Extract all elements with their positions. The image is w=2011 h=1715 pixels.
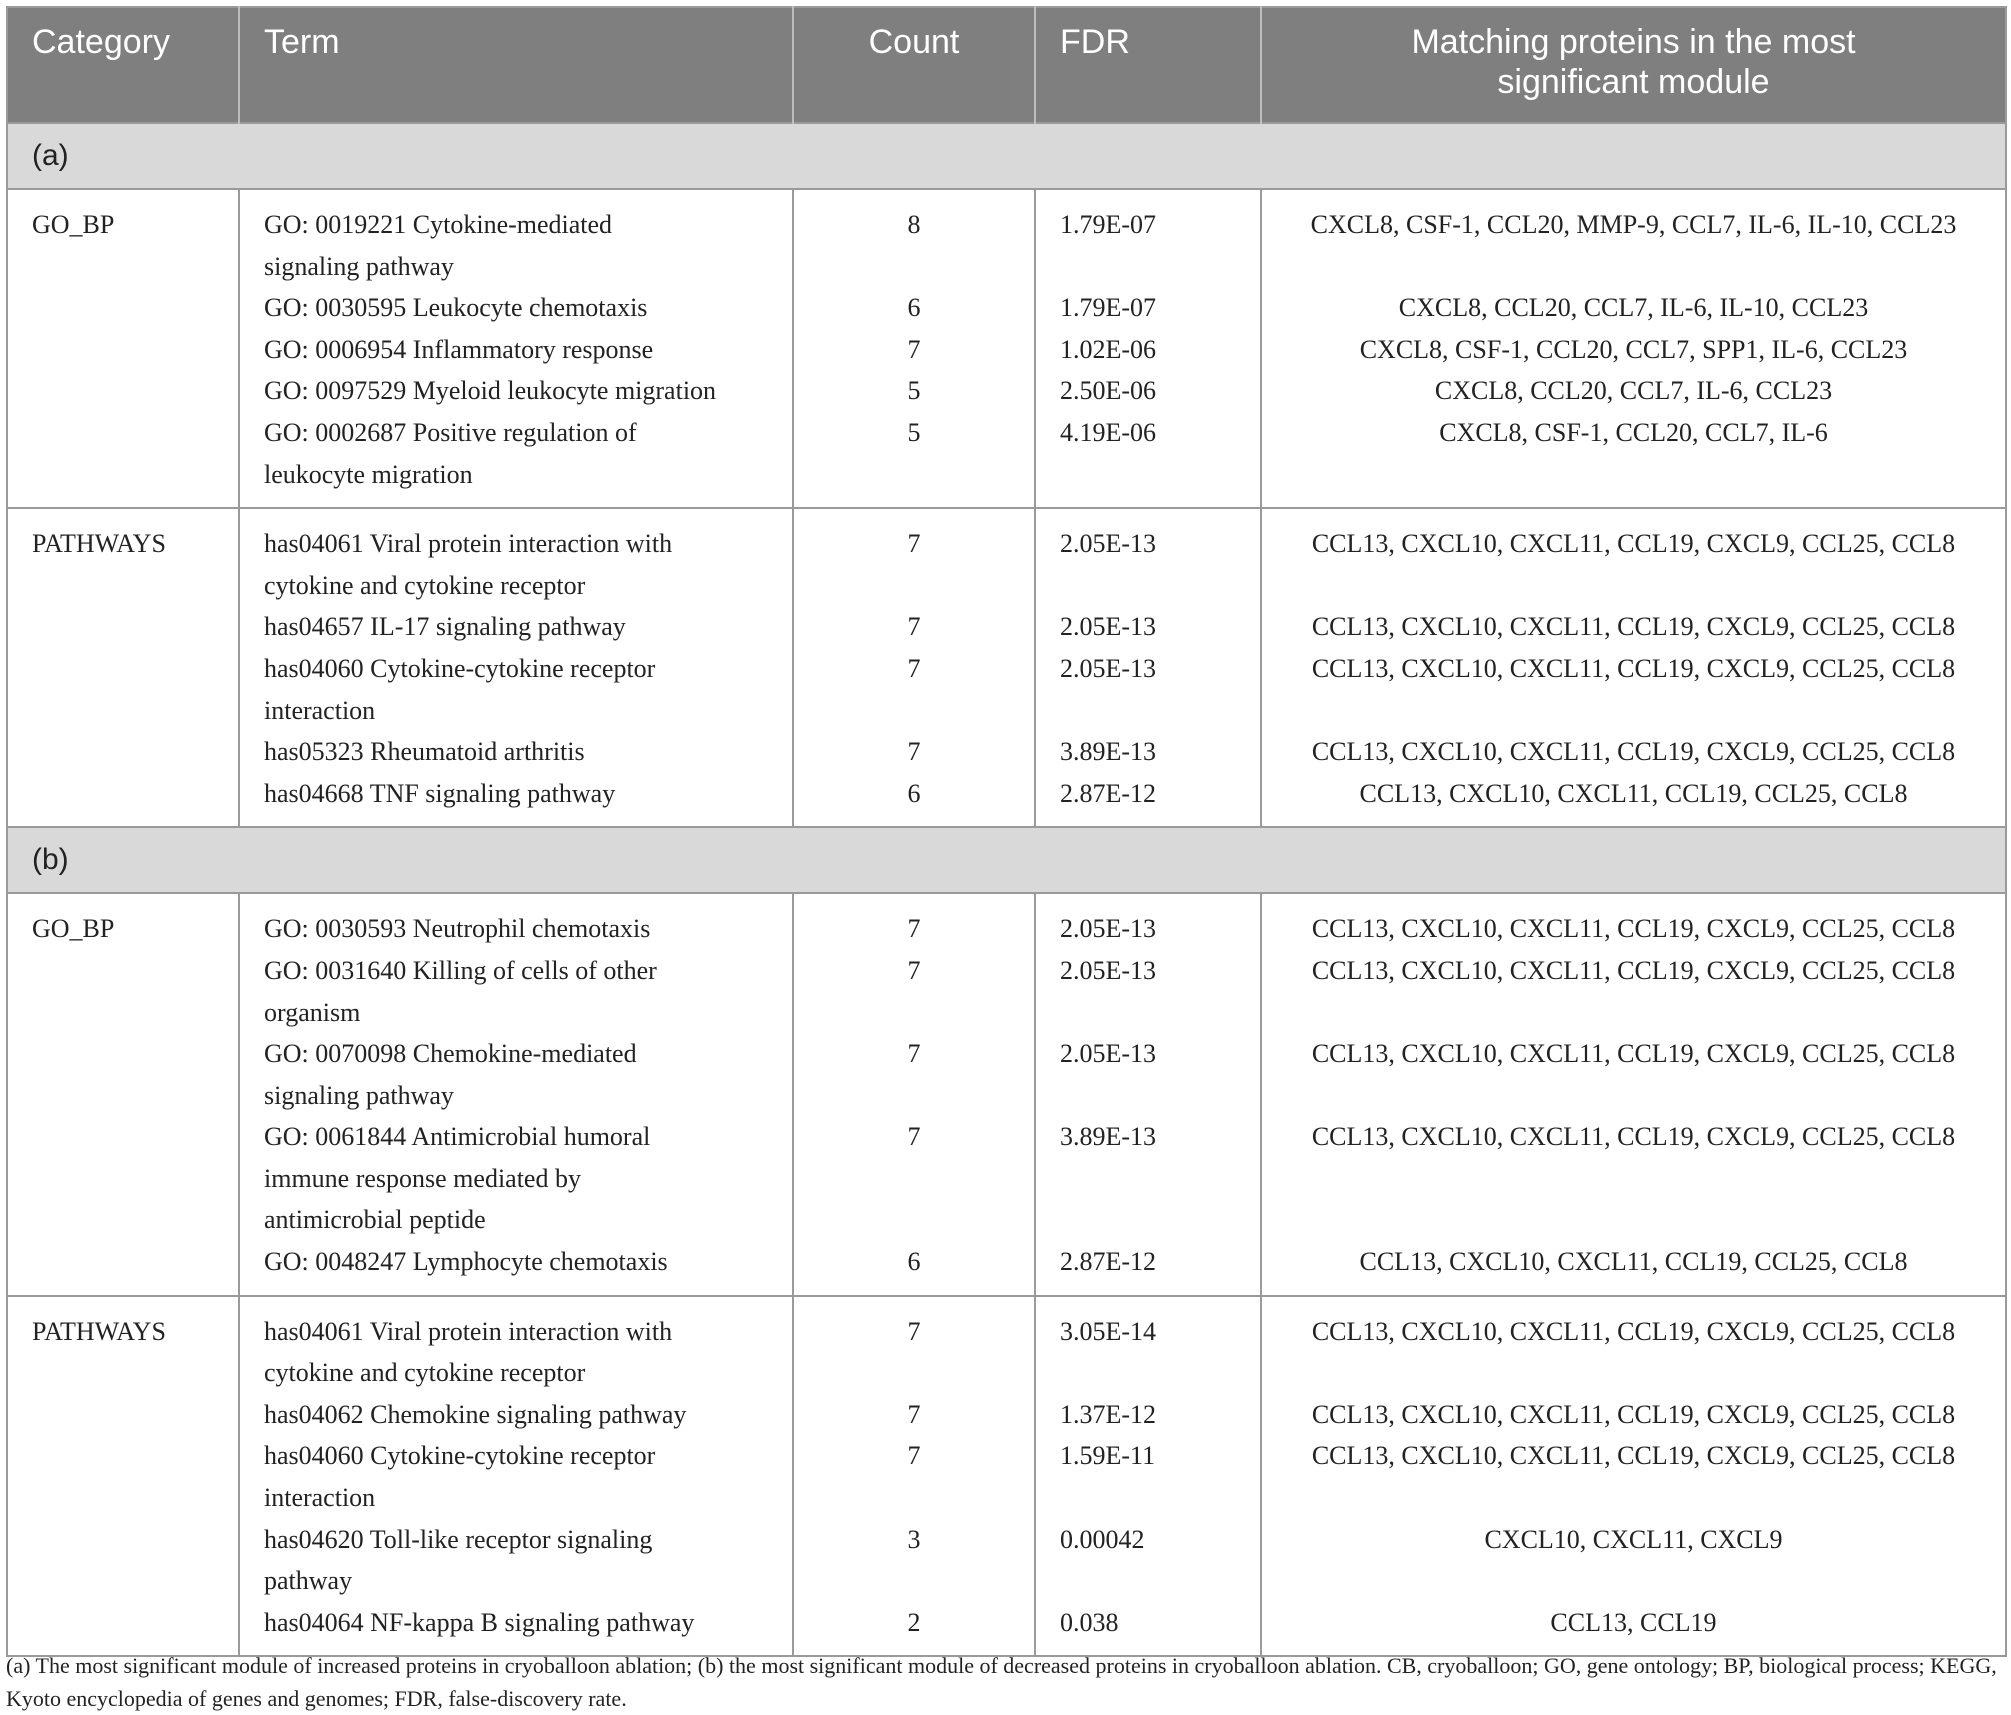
count-value: 7 bbox=[907, 955, 921, 985]
term-line: has04062 Chemokine signaling pathway bbox=[264, 1399, 687, 1429]
term-line: has04668 TNF signaling pathway bbox=[264, 778, 616, 808]
term-cell bbox=[239, 508, 793, 827]
category-cell: GO_BP bbox=[32, 210, 115, 239]
header-proteins bbox=[1261, 7, 2006, 123]
fdr-cell bbox=[1035, 1296, 1261, 1657]
table-row bbox=[7, 189, 2006, 508]
proteins-value: CCL13, CXCL10, CXCL11, CCL19, CXCL9, CCL25, CCL8 bbox=[1311, 1441, 1956, 1471]
fdr-value: 1.37E-12 bbox=[1060, 1399, 1157, 1429]
proteins-value: CXCL8, CSF-1, CCL20, MMP-9, CCL7, IL-6, IL-10, CCL23 bbox=[1310, 210, 1957, 239]
section-label: (b) bbox=[7, 827, 2006, 893]
category-cell: PATHWAYS bbox=[7, 1296, 239, 1657]
count-value: 7 bbox=[907, 1441, 921, 1471]
count-value: 5 bbox=[907, 376, 921, 406]
term-cell bbox=[239, 1296, 793, 1657]
count-value: 7 bbox=[907, 529, 921, 559]
proteins-value: CCL13, CXCL10, CXCL11, CCL19, CXCL9, CCL25, CCL8 bbox=[1311, 1399, 1956, 1429]
proteins-value: CCL13, CXCL10, CXCL11, CCL19, CCL25, CCL8 bbox=[1359, 778, 1908, 808]
term-line: GO: 0097529 Myeloid leukocyte migration bbox=[264, 376, 717, 406]
enrichment-table bbox=[6, 6, 2007, 1657]
fdr-value: 1.59E-11 bbox=[1060, 1441, 1156, 1471]
count-value: 7 bbox=[907, 737, 921, 767]
fdr-cell bbox=[1035, 189, 1261, 508]
count-value: 6 bbox=[907, 1247, 921, 1277]
table-row bbox=[7, 1296, 2006, 1657]
term-line: GO: 0070098 Chemokine-mediated bbox=[264, 1039, 637, 1069]
term-line: has04061 Viral protein interaction with bbox=[264, 1316, 673, 1346]
term-line: cytokine and cytokine receptor bbox=[264, 1358, 586, 1388]
term-line: GO: 0002687 Positive regulation of bbox=[264, 417, 637, 447]
count-value: 7 bbox=[907, 1122, 921, 1152]
proteins-value: CXCL8, CSF-1, CCL20, CCL7, SPP1, IL-6, CCL23 bbox=[1359, 334, 1908, 364]
term-line: organism bbox=[264, 997, 361, 1027]
header-proteins-line1: Matching proteins in the most bbox=[1411, 23, 1856, 61]
table-body bbox=[7, 123, 2006, 1656]
proteins-cell bbox=[1261, 893, 2006, 1295]
fdr-value: 2.05E-13 bbox=[1060, 955, 1157, 985]
fdr-value: 2.87E-12 bbox=[1060, 778, 1157, 808]
header-fdr: FDR bbox=[1035, 7, 1261, 123]
proteins-value: CXCL8, CCL20, CCL7, IL-6, CCL23 bbox=[1434, 376, 1833, 406]
proteins-value: CCL13, CXCL10, CXCL11, CCL19, CXCL9, CCL25, CCL8 bbox=[1311, 1122, 1956, 1152]
term-line: has04060 Cytokine-cytokine receptor bbox=[264, 653, 656, 683]
table-row bbox=[7, 508, 2006, 827]
count-value: 7 bbox=[907, 914, 921, 944]
term-line: has04060 Cytokine-cytokine receptor bbox=[264, 1441, 656, 1471]
fdr-value: 4.19E-06 bbox=[1060, 417, 1157, 447]
header-proteins-line2: significant module bbox=[1497, 63, 1770, 101]
term-line: immune response mediated by bbox=[264, 1163, 581, 1193]
term-line: GO: 0019221 Cytokine-mediated bbox=[264, 210, 613, 239]
proteins-cell bbox=[1261, 189, 2006, 508]
term-line: pathway bbox=[264, 1566, 353, 1596]
fdr-value: 1.79E-07 bbox=[1060, 210, 1157, 239]
proteins-value: CCL13, CXCL10, CXCL11, CCL19, CXCL9, CCL25, CCL8 bbox=[1311, 955, 1956, 985]
proteins-value: CCL13, CXCL10, CXCL11, CCL19, CXCL9, CCL25, CCL8 bbox=[1311, 653, 1956, 683]
term-line: GO: 0030593 Neutrophil chemotaxis bbox=[264, 914, 651, 944]
proteins-cell bbox=[1261, 1296, 2006, 1657]
count-value: 7 bbox=[907, 1316, 921, 1346]
term-line: GO: 0006954 Inflammatory response bbox=[264, 334, 654, 364]
fdr-value: 0.00042 bbox=[1060, 1524, 1145, 1554]
count-cell bbox=[793, 893, 1035, 1295]
proteins-value: CXCL8, CCL20, CCL7, IL-6, IL-10, CCL23 bbox=[1398, 293, 1869, 323]
category-cell: GO_BP bbox=[32, 914, 115, 944]
count-cell bbox=[793, 508, 1035, 827]
proteins-value: CCL13, CXCL10, CXCL11, CCL19, CCL25, CCL8 bbox=[1359, 1247, 1908, 1277]
proteins-value: CCL13, CXCL10, CXCL11, CCL19, CXCL9, CCL25, CCL8 bbox=[1311, 612, 1956, 642]
proteins-value: CCL13, CCL19 bbox=[1550, 1607, 1717, 1637]
term-line: has04620 Toll-like receptor signaling bbox=[264, 1524, 653, 1554]
term-line: cytokine and cytokine receptor bbox=[264, 570, 586, 600]
section-row bbox=[7, 827, 2006, 893]
fdr-value: 3.89E-13 bbox=[1060, 1122, 1157, 1152]
count-cell bbox=[793, 189, 1035, 508]
count-value: 7 bbox=[907, 334, 921, 364]
term-line: has04061 Viral protein interaction with bbox=[264, 529, 673, 559]
proteins-value: CXCL10, CXCL11, CXCL9 bbox=[1484, 1524, 1783, 1554]
header-count: Count bbox=[793, 7, 1035, 123]
count-value: 3 bbox=[907, 1524, 921, 1554]
count-value: 8 bbox=[907, 210, 921, 239]
proteins-value: CCL13, CXCL10, CXCL11, CCL19, CXCL9, CCL25, CCL8 bbox=[1311, 1316, 1956, 1346]
count-value: 7 bbox=[907, 1399, 921, 1429]
term-line: interaction bbox=[264, 1483, 376, 1513]
section-label: (a) bbox=[7, 123, 2006, 189]
count-value: 6 bbox=[907, 778, 921, 808]
term-line: GO: 0030595 Leukocyte chemotaxis bbox=[264, 293, 648, 323]
fdr-value: 2.87E-12 bbox=[1060, 1247, 1157, 1277]
fdr-cell bbox=[1035, 893, 1261, 1295]
section-row bbox=[7, 123, 2006, 189]
fdr-value: 3.05E-14 bbox=[1060, 1316, 1157, 1346]
count-value: 2 bbox=[907, 1607, 921, 1637]
term-line: antimicrobial peptide bbox=[264, 1205, 486, 1235]
proteins-value: CCL13, CXCL10, CXCL11, CCL19, CXCL9, CCL25, CCL8 bbox=[1311, 914, 1956, 944]
table-header-row bbox=[7, 7, 2006, 123]
term-line: signaling pathway bbox=[264, 1080, 454, 1110]
proteins-value: CCL13, CXCL10, CXCL11, CCL19, CXCL9, CCL25, CCL8 bbox=[1311, 737, 1956, 767]
table-row bbox=[7, 893, 2006, 1295]
term-line: signaling pathway bbox=[264, 251, 454, 281]
term-line: has04064 NF-kappa B signaling pathway bbox=[264, 1607, 695, 1637]
term-line: has05323 Rheumatoid arthritis bbox=[264, 737, 585, 767]
count-value: 7 bbox=[907, 1039, 921, 1069]
term-cell bbox=[239, 189, 793, 508]
term-line: GO: 0048247 Lymphocyte chemotaxis bbox=[264, 1247, 668, 1277]
header-category: Category bbox=[7, 7, 239, 123]
count-cell bbox=[793, 1296, 1035, 1657]
term-line: has04657 IL-17 signaling pathway bbox=[264, 612, 626, 642]
proteins-value: CXCL8, CSF-1, CCL20, CCL7, IL-6 bbox=[1439, 417, 1828, 447]
fdr-value: 2.05E-13 bbox=[1060, 612, 1157, 642]
fdr-value: 0.038 bbox=[1060, 1607, 1119, 1637]
proteins-cell bbox=[1261, 508, 2006, 827]
proteins-value: CCL13, CXCL10, CXCL11, CCL19, CXCL9, CCL25, CCL8 bbox=[1311, 529, 1956, 559]
fdr-value: 3.89E-13 bbox=[1060, 737, 1157, 767]
count-value: 7 bbox=[907, 612, 921, 642]
table-footnote: (a) The most significant module of increased proteins in cryoballoon ablation; (b) the most significant module of decreased proteins in cryoballoon ablation. CB, cryoballoon; GO, gene ontology; BP, biological process; KEGG, Kyoto encyclopedia of genes and genomes; FDR, false-discovery rate. bbox=[6, 1653, 1997, 1711]
term-cell bbox=[239, 893, 793, 1295]
fdr-value: 2.05E-13 bbox=[1060, 1039, 1157, 1069]
fdr-value: 2.05E-13 bbox=[1060, 653, 1157, 683]
term-line: leukocyte migration bbox=[264, 459, 473, 489]
count-value: 6 bbox=[907, 293, 921, 323]
proteins-value: CCL13, CXCL10, CXCL11, CCL19, CXCL9, CCL25, CCL8 bbox=[1311, 1039, 1956, 1069]
fdr-value: 1.79E-07 bbox=[1060, 293, 1157, 323]
fdr-value: 1.02E-06 bbox=[1060, 334, 1157, 364]
count-value: 7 bbox=[907, 653, 921, 683]
header-term: Term bbox=[239, 7, 793, 123]
fdr-cell bbox=[1035, 508, 1261, 827]
term-line: interaction bbox=[264, 695, 376, 725]
fdr-value: 2.05E-13 bbox=[1060, 914, 1157, 944]
fdr-value: 2.05E-13 bbox=[1060, 529, 1157, 559]
count-value: 5 bbox=[907, 417, 921, 447]
term-line: GO: 0031640 Killing of cells of other bbox=[264, 955, 657, 985]
fdr-value: 2.50E-06 bbox=[1060, 376, 1157, 406]
term-line: GO: 0061844 Antimicrobial humoral bbox=[264, 1122, 651, 1152]
category-cell: PATHWAYS bbox=[7, 508, 239, 827]
